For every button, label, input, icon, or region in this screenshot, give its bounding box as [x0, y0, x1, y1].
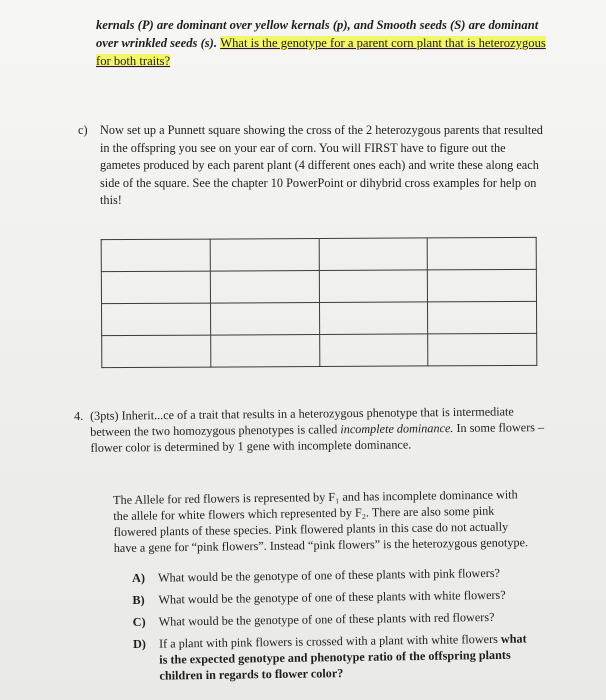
- question-4: [74, 403, 546, 456]
- table-row: [101, 269, 536, 303]
- part-c-label: c): [78, 123, 88, 137]
- sub-question-a: A) What would be the genotype of one of these plants with pink flowers?: [132, 565, 501, 585]
- incomplete-dominance-term: incomplete dominance.: [340, 421, 454, 437]
- sub-question-b: B) What would be the genotype of one of these plants with white flowers?: [132, 587, 506, 607]
- intro-paragraph: [96, 16, 546, 70]
- allele-paragraph: The Allele for red flowers is represented by F₁ and has incomplete dominance with the allele for white flowers which represented by F₂. There are also some pink flowered plants of these species. Pink flowered plants in this case do not actually have a gene for “pink flowers”. Instead “pink flowers” is the heterozygous genotype.: [113, 487, 529, 555]
- punnett-cell[interactable]: [102, 335, 211, 368]
- punnett-cell[interactable]: [101, 239, 210, 272]
- table-row: [101, 237, 536, 271]
- punnett-cell[interactable]: [210, 303, 319, 336]
- highlighted-question: What is the genotype for a parent corn plant that is heterozygous for both traits?: [96, 36, 546, 68]
- question-4-number: 4.: [74, 408, 84, 423]
- punnett-cell[interactable]: [210, 334, 319, 367]
- table-row: [102, 333, 537, 367]
- punnett-cell[interactable]: [427, 237, 536, 270]
- part-c-instructions: [78, 122, 548, 210]
- punnett-cell[interactable]: [428, 301, 537, 334]
- table-row: [102, 301, 537, 335]
- part-c-text: Now set up a Punnett square showing the cross of the 2 heterozygous parents that resulted in the offspring you see on your ear of corn. You will FIRST have to figure out the gametes produced by each parent plant (4 different ones each) and write these along each side of the square. See the chapter 10 PowerPoint or dihybrid cross examples for help on this!: [100, 123, 543, 207]
- sub-question-c: C) What would be the genotype of one of these plants with red flowers?: [132, 609, 495, 629]
- punnett-cell[interactable]: [319, 238, 428, 271]
- sub-question-d: D) If a plant with pink flowers is crossed with a plant with white flowers what is the expected genotype and phenotype ratio of the offspring plants children in regards to flower color?: [132, 631, 527, 683]
- punnett-cell[interactable]: [102, 303, 211, 336]
- punnett-cell[interactable]: [319, 270, 428, 303]
- punnett-cell[interactable]: [101, 271, 210, 304]
- punnett-cell[interactable]: [319, 302, 428, 335]
- question-4-text: (3pts) Inherit...ce of a trait that results in a heterozygous phenotype that is intermediate between the two homozygous phenotypes is called incomplete dominance. In some flowers – flower color is determined by 1 gene with incomplete dominance.: [90, 404, 545, 455]
- punnett-cell[interactable]: [210, 271, 319, 304]
- intro-dominance-text: kernals (P) are dominant over yellow kernals (p), and Smooth seeds (S) are dominant over wrinkled seeds (s).: [96, 18, 539, 50]
- punnett-square[interactable]: [101, 237, 538, 368]
- punnett-cell[interactable]: [319, 334, 428, 367]
- punnett-cell[interactable]: [428, 333, 537, 366]
- sub-questions: [132, 564, 534, 690]
- punnett-cell[interactable]: [210, 239, 319, 272]
- punnett-cell[interactable]: [428, 269, 537, 302]
